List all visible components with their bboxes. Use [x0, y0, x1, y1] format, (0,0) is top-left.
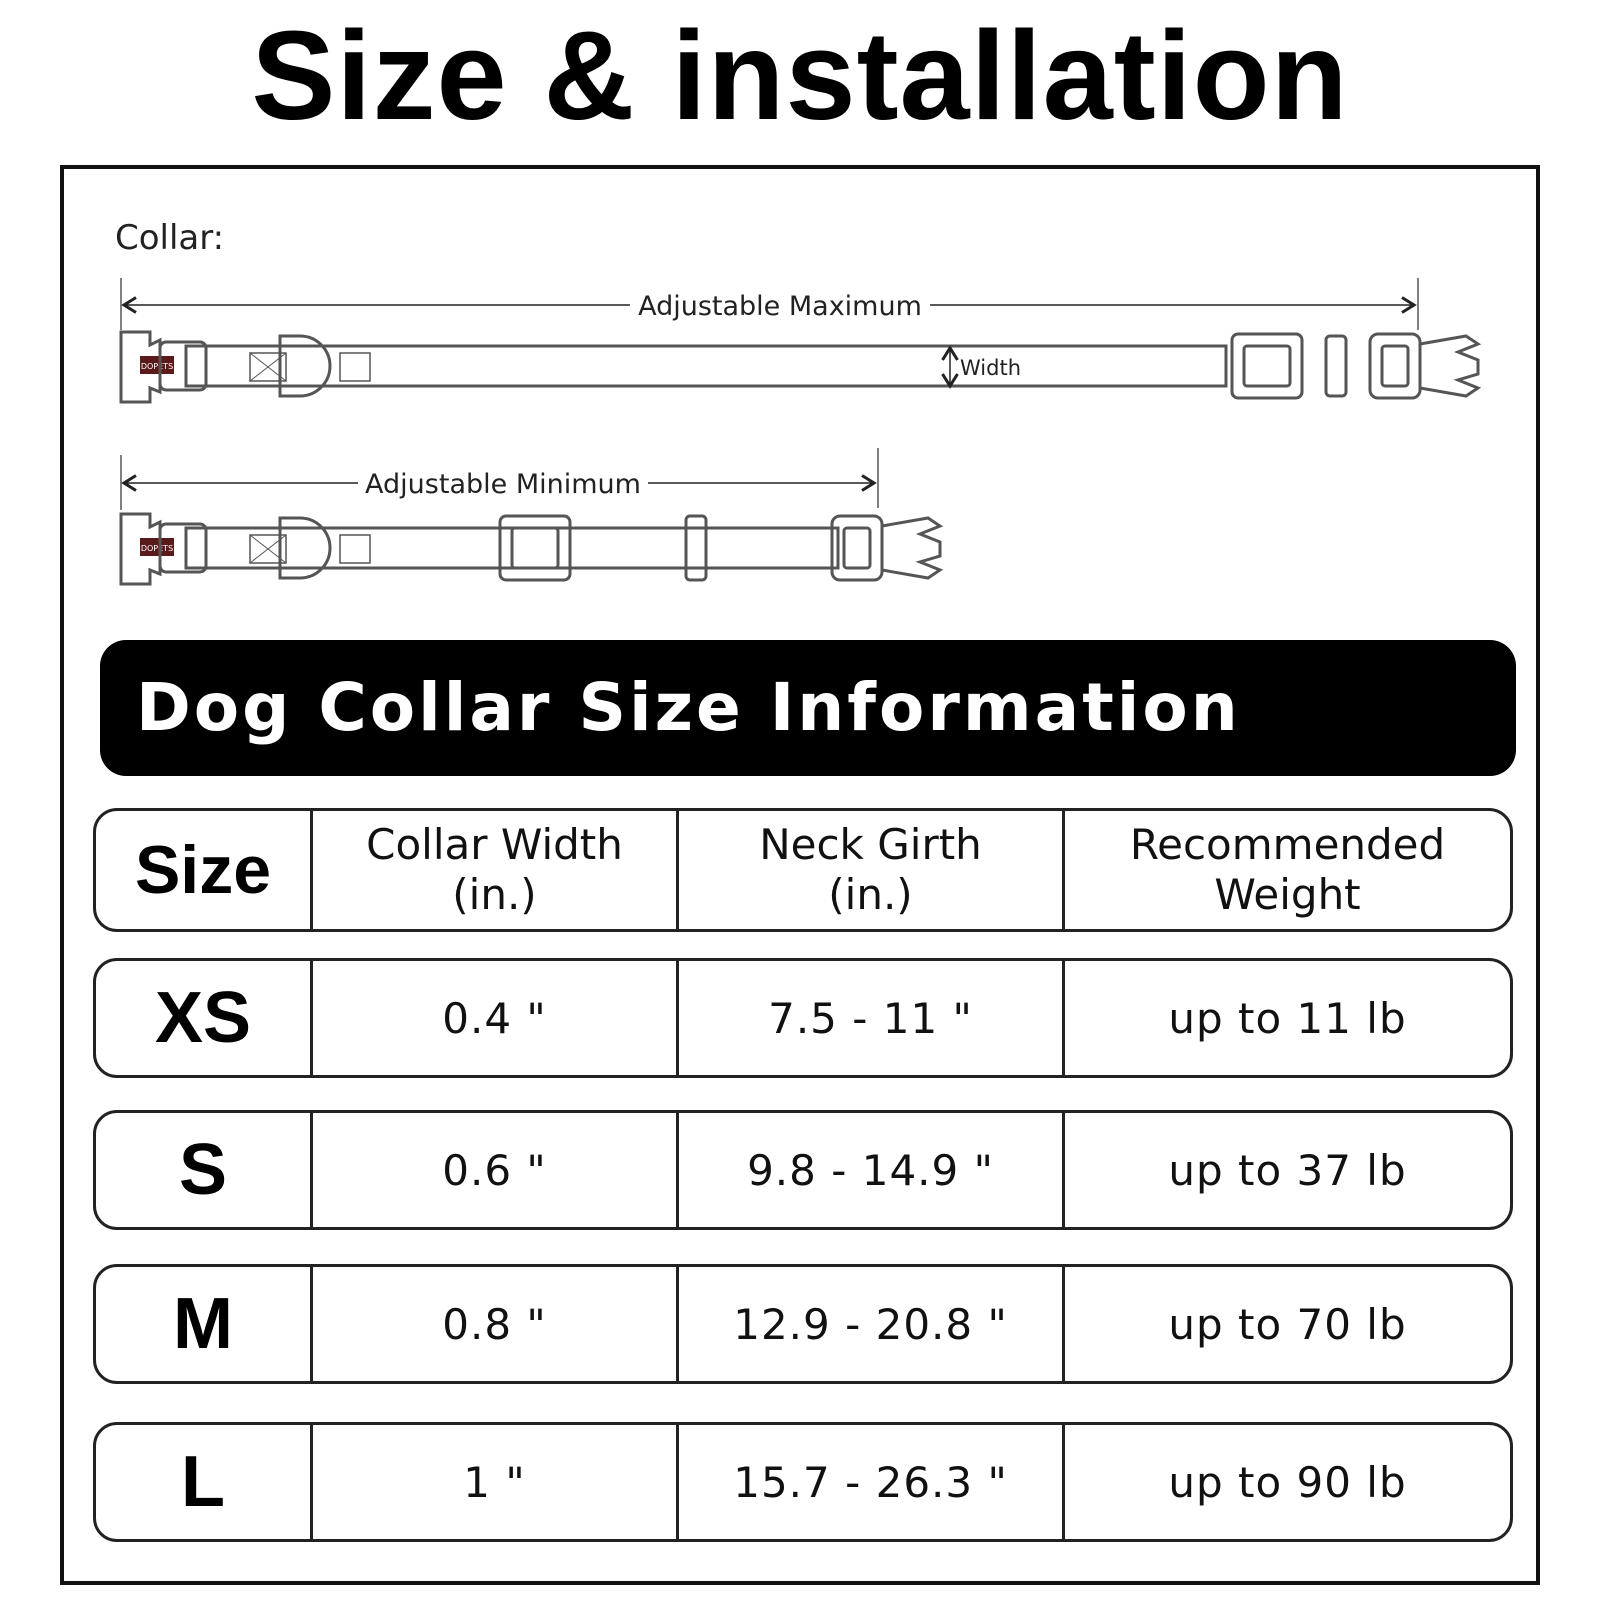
min-label: Adjustable Minimum	[365, 469, 641, 500]
clip-buckle-icon	[1370, 334, 1420, 398]
size-value: M	[173, 1284, 233, 1364]
width-value: 0.8 "	[442, 1299, 547, 1349]
weight-value: up to 90 lb	[1168, 1457, 1407, 1507]
header-width-cell	[313, 811, 679, 929]
header-size-cell	[96, 811, 313, 929]
collar-max-drawing	[121, 332, 1478, 402]
svg-text:DOPETS: DOPETS	[140, 544, 174, 553]
girth-value: 7.5 - 11 "	[768, 993, 973, 1043]
table-row	[93, 1110, 1513, 1230]
size-value: L	[181, 1442, 225, 1522]
table-row	[93, 1264, 1513, 1384]
width-value: 1 "	[463, 1457, 526, 1507]
size-value: S	[178, 1130, 228, 1210]
width-label: Width	[960, 356, 1022, 380]
girth-value: 9.8 - 14.9 "	[747, 1145, 994, 1195]
weight-value: up to 37 lb	[1168, 1145, 1407, 1195]
girth-value: 15.7 - 26.3 "	[733, 1457, 1008, 1507]
header-girth-cell	[679, 811, 1065, 929]
header-size: Size	[134, 832, 272, 908]
weight-value: up to 11 lb	[1168, 993, 1407, 1043]
header-weight-line1: Recommended	[1129, 820, 1446, 869]
girth-value: 12.9 - 20.8 "	[733, 1299, 1008, 1349]
width-value: 0.4 "	[442, 993, 547, 1043]
collar-diagram	[0, 0, 1600, 640]
min-dimension-line	[121, 448, 878, 510]
weight-value: up to 70 lb	[1168, 1299, 1407, 1349]
table-row	[93, 1422, 1513, 1542]
page-title: Size & installation	[251, 5, 1349, 146]
width-value: 0.6 "	[442, 1145, 547, 1195]
header-girth-line2: (in.)	[828, 870, 913, 919]
banner-title: Dog Collar Size Information	[136, 669, 1241, 746]
section-banner	[100, 640, 1516, 776]
table-header-row	[93, 808, 1513, 932]
table-row	[93, 958, 1513, 1078]
header-width-line2: (in.)	[452, 870, 537, 919]
size-value: XS	[154, 978, 252, 1058]
collar-min-drawing	[121, 514, 940, 584]
header-width-line1: Collar Width	[366, 820, 623, 869]
max-dimension-line	[121, 278, 1418, 330]
header-girth-line1: Neck Girth	[759, 820, 982, 869]
header-weight-line2: Weight	[1214, 870, 1361, 919]
svg-text:DOPETS: DOPETS	[140, 362, 174, 371]
collar-label: Collar:	[115, 218, 225, 258]
header-weight-cell	[1065, 811, 1510, 929]
max-label: Adjustable Maximum	[638, 291, 922, 322]
